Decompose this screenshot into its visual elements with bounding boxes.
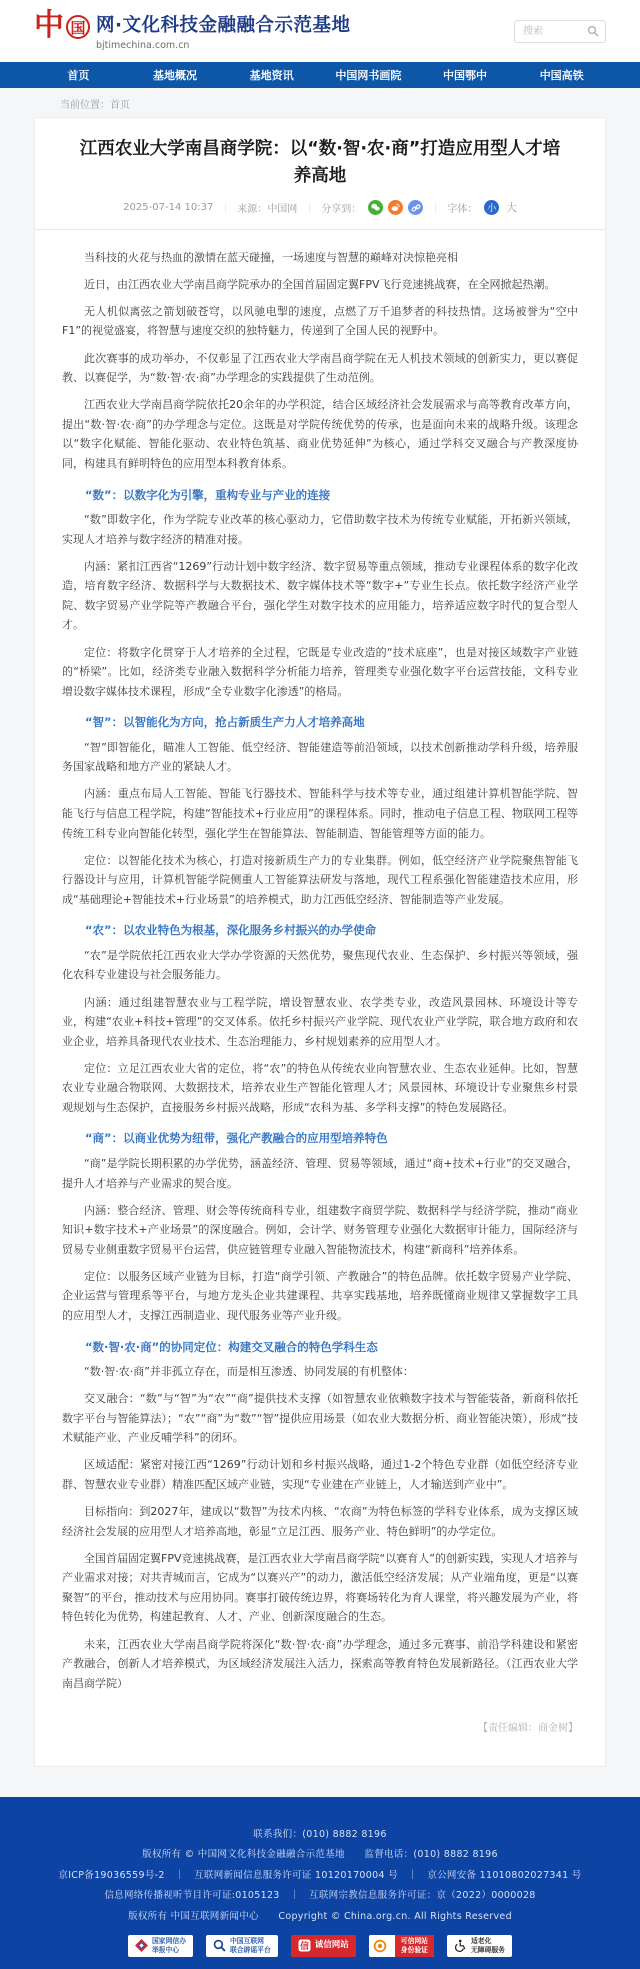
article-paragraph: 目标指向：到2027年，建成以“数智”为技术内核、“农商”为特色标签的学科专业体系，成为支撑区域经济社会发展的应用型人才培养高地，彰显“立足江西、服务产业、特色鲜明”的办学定位。 <box>62 1505 578 1538</box>
ring-icon <box>369 1935 391 1957</box>
footer-badges <box>0 1935 640 1957</box>
footer-line: 联系我们：(010) 8882 8196 <box>253 1828 387 1840</box>
article-paragraph: 定位：以服务区域产业链为目标，打造“商学引领、产教融合”的特色品牌。依托数字贸易产业学院、企业运营与管理系等平台，与地方龙头企业共建课程、共享实践基地，培养既懂商业规律又掌握数字工具的应用型人才，支撑江西制造业、现代服务业等产业升级。 <box>62 1269 578 1323</box>
font-size-label: 字体： <box>447 204 478 216</box>
section-heading: “数·智·农·商”的协同定位：构建交叉融合的特色学科生态 <box>85 1339 378 1354</box>
article-title: 江西农业大学南昌商学院：以“数·智·农·商”打造应用型人才培养高地 <box>79 139 561 187</box>
article-card <box>34 117 606 1767</box>
logo-text <box>96 11 351 51</box>
article-paragraph: 交叉融合：“数”与“智”为“农”“商”提供技术支撑（如智慧农业依赖数字技术与智能装备，新商科依托数字平台与智能算法）；“农”“商”为“数”“智”提供应用场景（如农业大数据分析、商业智能决策），形成“技术赋能产业、产业反哺学科”的闭环。 <box>62 1392 578 1445</box>
article-paragraph: 区域适配：紧密对接江西“1269”行动计划和乡村振兴战略，通过1-2个特色专业群（如低空经济专业群、智慧农业专业群）精准匹配区域产业链，实现“专业建在产业链上，人才输送到产业中”。 <box>62 1458 578 1491</box>
badge-text: 国家网信办 <box>152 1936 186 1945</box>
wechat-share-icon[interactable] <box>368 200 383 215</box>
share-label: 分享到： <box>321 204 362 216</box>
publish-time: 2025-07-14 10:37 <box>123 202 214 214</box>
meta-separator: ｜ <box>220 204 231 216</box>
search-icon[interactable] <box>587 25 599 37</box>
article-paragraph: 当科技的火花与热血的激情在蓝天碰撞，一场速度与智慧的巅峰对决惊艳亮相 <box>84 250 458 264</box>
site-header <box>0 0 640 62</box>
site-footer <box>0 1797 640 1969</box>
article-paragraph: 内涵：通过组建智慧农业与工程学院，增设智慧农业、农学类专业，改造风景园林、环境设计等专业，构建“农业+科技+管理”的交叉体系。依托乡村振兴产业学院、现代农业产业学院，联合地方政府和农业企业，培养具备现代农业技术、生态治理能力、乡村规划素养的应用型人才。 <box>62 995 578 1048</box>
link-share-icon[interactable] <box>408 200 423 215</box>
footer-line: 信息网络传播视听节目许可证:0105123 ｜ 互联网宗教信息服务许可证：京（2022）0000028 <box>104 1890 536 1902</box>
article-paragraph: “数·智·农·商”并非孤立存在，而是相互渗透、协同发展的有机整体： <box>84 1365 414 1379</box>
footer-lines <box>0 1826 640 1922</box>
badge-chengxin-site[interactable] <box>291 1935 356 1957</box>
site-logo[interactable] <box>34 7 351 52</box>
badge-text: 适老化 <box>470 1936 492 1945</box>
badge-text: 中国互联网 <box>230 1936 264 1945</box>
article-paragraph: 定位：将数字化贯穿于人才培养的全过程，它既是专业改造的“技术底座”，也是对接区域数字产业链的“桥梁”。比如，经济类专业融入数据科学分析能力培养，管理类专业强化数字平台运营技能，文科专业增设数字媒体技术课程，形成“全专业数字化渗透”的格局。 <box>62 645 578 698</box>
badge-text: 无障碍服务 <box>470 1945 505 1954</box>
footer-line: 版权所有 中国互联网新闻中心 Copyright © China.org.cn. All Rights Reserved <box>128 1910 512 1922</box>
article-meta <box>62 200 578 229</box>
badge-text: 诚信网站 <box>314 1940 349 1951</box>
article-head <box>35 136 605 230</box>
site-title: 网·文化科技金融融合示范基地 <box>96 14 351 36</box>
footer-line: 版权所有 © 中国网文化科技金融融合示范基地 监督电话：(010) 8882 8196 <box>142 1849 498 1861</box>
nav-item-home[interactable]: 首页 <box>67 69 90 82</box>
meta-separator: ｜ <box>304 204 315 216</box>
article-source: 来源：中国网 <box>237 204 298 216</box>
article-paragraph: 内涵：重点布局人工智能、智能飞行器技术、智能科学与技术等专业，通过组建计算机智能学院、智能飞行与信息工程学院，构建“智能技术+行业应用”的课程体系。同时，推动电子信息工程、物联网工程等传统工科专业向智能化转型，强化学生在智能算法、智能制造、智能管理等方面的能力。 <box>62 787 578 840</box>
nav-item-rail[interactable]: 中国高铁 <box>539 69 584 82</box>
wheelchair-icon <box>454 1939 467 1952</box>
nav-item-ezhong[interactable]: 中国鄂中 <box>443 69 488 82</box>
logo-zhong-glyph: 中 <box>34 7 64 43</box>
pinwheel-icon <box>135 1939 148 1952</box>
article-paragraph: 江西农业大学南昌商学院依托20余年的办学积淀，结合区域经济社会发展需求与高等教育改革方向，提出“数·智·农·商”的办学理念与定位。这既是对学院传统优势的传承，也是面向未来的战略升级。该理念以“数字化赋能、智能化驱动、农业特色筑基、商业优势延伸”为核心，通过学科交叉融合与产教深度协同，构建具有鲜明特色的应用型本科教育体系。 <box>62 398 578 470</box>
article-paragraph: 近日，由江西农业大学南昌商学院承办的全国首届固定翼FPV飞行竞速挑战赛，在全网掀起热潮。 <box>84 277 556 291</box>
badge-text: 身份验证 <box>400 1945 428 1954</box>
footer-line: 京ICP备19036559号-2 ｜ 互联网新闻信息服务许可证 10120170004 号 ｜ 京公网安备 11010802027341 号 <box>58 1869 582 1881</box>
badge-accessibility[interactable] <box>447 1935 512 1957</box>
breadcrumb-home-link[interactable]: 首页 <box>110 100 130 111</box>
article-paragraph: “农”是学院依托江西农业大学办学资源的天然优势，聚焦现代农业、生态保护、乡村振兴等领域，强化农科专业建设与社会服务能力。 <box>62 948 578 982</box>
article-paragraph: “商”是学院长期积累的办学优势，涵盖经济、管理、贸易等领域，通过“商+技术+行业”的交叉融合，提升人才培养与产业需求的契合度。 <box>62 1156 578 1190</box>
section-heading: “智”：以智能化为方向，抢占新质生产力人才培养高地 <box>85 715 365 730</box>
badge-piyao-platform[interactable] <box>206 1935 278 1957</box>
nav-item-calligraphy[interactable]: 中国网书画院 <box>335 69 402 82</box>
article-paragraph: “智”即智能化，瞄准人工智能、低空经济、智能建造等前沿领域，以技术创新推动学科升级，培养服务国家战略和地方产业的紧缺人才。 <box>62 740 578 774</box>
meta-separator: ｜ <box>430 204 441 216</box>
section-heading: “农”：以农业特色为根基，深化服务乡村振兴的办学使命 <box>85 923 377 938</box>
article-paragraph: 全国首届固定翼FPV竞速挑战赛，是江西农业大学南昌商学院“以赛育人”的创新实践，实现人才培养与产业需求对接；对共青城而言，它成为“以赛兴产”的动力，激活低空经济发展；从产业端角度，更是“以赛聚智”的平台，推动技术与应用协同。赛事打破传统边界，将赛场转化为育人课堂，将兴趣发展为产业，将特色转化为优势，构建起教育、人才、产业、创新深度融合的生态。 <box>62 1551 578 1624</box>
nav-item-news[interactable]: 基地资讯 <box>249 69 294 82</box>
main-nav <box>0 62 640 88</box>
share-icons <box>368 200 423 215</box>
search-input[interactable] <box>521 25 583 38</box>
weibo-share-icon[interactable] <box>388 200 403 215</box>
badge-text: 可信网站 <box>400 1936 428 1945</box>
breadcrumb <box>0 88 640 117</box>
site-domain: bjtimechina.com.cn <box>96 40 190 52</box>
badge-text: 举报中心 <box>152 1945 180 1954</box>
nav-item-overview[interactable]: 基地概况 <box>153 69 197 82</box>
magnifier-badge-icon <box>213 1939 226 1952</box>
badge-kexin-site[interactable] <box>369 1935 434 1957</box>
badge-report-center[interactable] <box>128 1935 193 1957</box>
font-large-button[interactable]: 大 <box>506 202 517 215</box>
section-heading: “商”：以商业优势为纽带，强化产教融合的应用型培养特色 <box>85 1131 388 1146</box>
article-paragraph: 内涵：整合经济、管理、财会等传统商科专业，组建数字商贸学院、数据科学与经济学院，推动“商业知识+数字技术+产业场景”的深度融合。例如，会计学、财务管理专业强化大数据审计能力，国际经济与贸易专业侧重数字贸易平台运营，供应链管理专业融入智能物流技术，构建“新商科”培养体系。 <box>62 1203 578 1256</box>
search-box[interactable] <box>514 20 606 43</box>
article-paragraph: 此次赛事的成功举办，不仅彰显了江西农业大学南昌商学院在无人机技术领域的创新实力，更以赛促教、以赛促学，为“数·智·农·商”办学理念的实践提供了生动范例。 <box>62 351 578 385</box>
editor-note: 【责任编辑：商金树】 <box>478 1723 578 1735</box>
article-paragraph: 无人机似离弦之箭划破苍穹，以风驰电掣的速度，点燃了万千追梦者的科技热情。这场被誉为“空中F1”的视觉盛宴，将智慧与速度交织的独特魅力，传递到了全国人民的视野中。 <box>62 304 578 338</box>
svg-text:信: 信 <box>299 1942 309 1953</box>
logo-guo-seal: 国 <box>66 15 90 39</box>
font-small-button[interactable]: 小 <box>484 200 499 215</box>
article-paragraph: 定位：立足江西农业大省的定位，将“农”的特色从传统农业向智慧农业、生态农业延伸。比如，智慧农业专业融合物联网、大数据技术，培养农业生产智能化管理人才；风景园林、环境设计专业聚焦乡村景观规划与生态保护，直接服务乡村振兴战略，形成“农科为基、多学科支撑”的特色发展路径。 <box>62 1061 578 1114</box>
china-net-logo-icon <box>34 7 90 43</box>
article-paragraph: 未来，江西农业大学南昌商学院将深化“数·智·农·商”办学理念，通过多元赛事、前沿学科建设和紧密产教融合，创新人才培养模式，为区域经济发展注入活力，探索高等教育特色发展新路径。（江西农业大学南昌商学院） <box>62 1637 578 1690</box>
article-paragraph: “数”即数字化，作为学院专业改革的核心驱动力，它借助数字技术为传统专业赋能，开拓新兴领域，实现人才培养与数字经济的精准对接。 <box>62 513 578 546</box>
badge-text: 联合辟谣平台 <box>230 1945 271 1954</box>
breadcrumb-label: 当前位置： <box>60 100 110 111</box>
xin-seal-icon <box>298 1939 311 1952</box>
article-paragraph: 内涵：紧扣江西省“1269”行动计划中数字经济、数字贸易等重点领域，推动专业课程体系的数字化改造，培育数字经济、数据科学与大数据技术、数字媒体技术等“数字+”专业生长点。依托数字经济产业学院、数字贸易产业学院等产教融合平台，强化学生对数字技术的应用能力，培养适应数字时代的复合型人才。 <box>62 559 578 632</box>
article-body <box>62 230 578 1693</box>
article-paragraph: 定位：以智能化技术为核心，打造对接新质生产力的专业集群。例如，低空经济产业学院聚焦智能飞行器设计与应用，计算机智能学院侧重人工智能算法研发与落地，现代工程系强化智能建造技术应用，形成“基础理论+智能技术+行业场景”的培养模式，助力江西低空经济、智能制造等产业发展。 <box>62 853 578 906</box>
section-heading: “数”：以数字化为引擎，重构专业与产业的连接 <box>85 487 331 502</box>
